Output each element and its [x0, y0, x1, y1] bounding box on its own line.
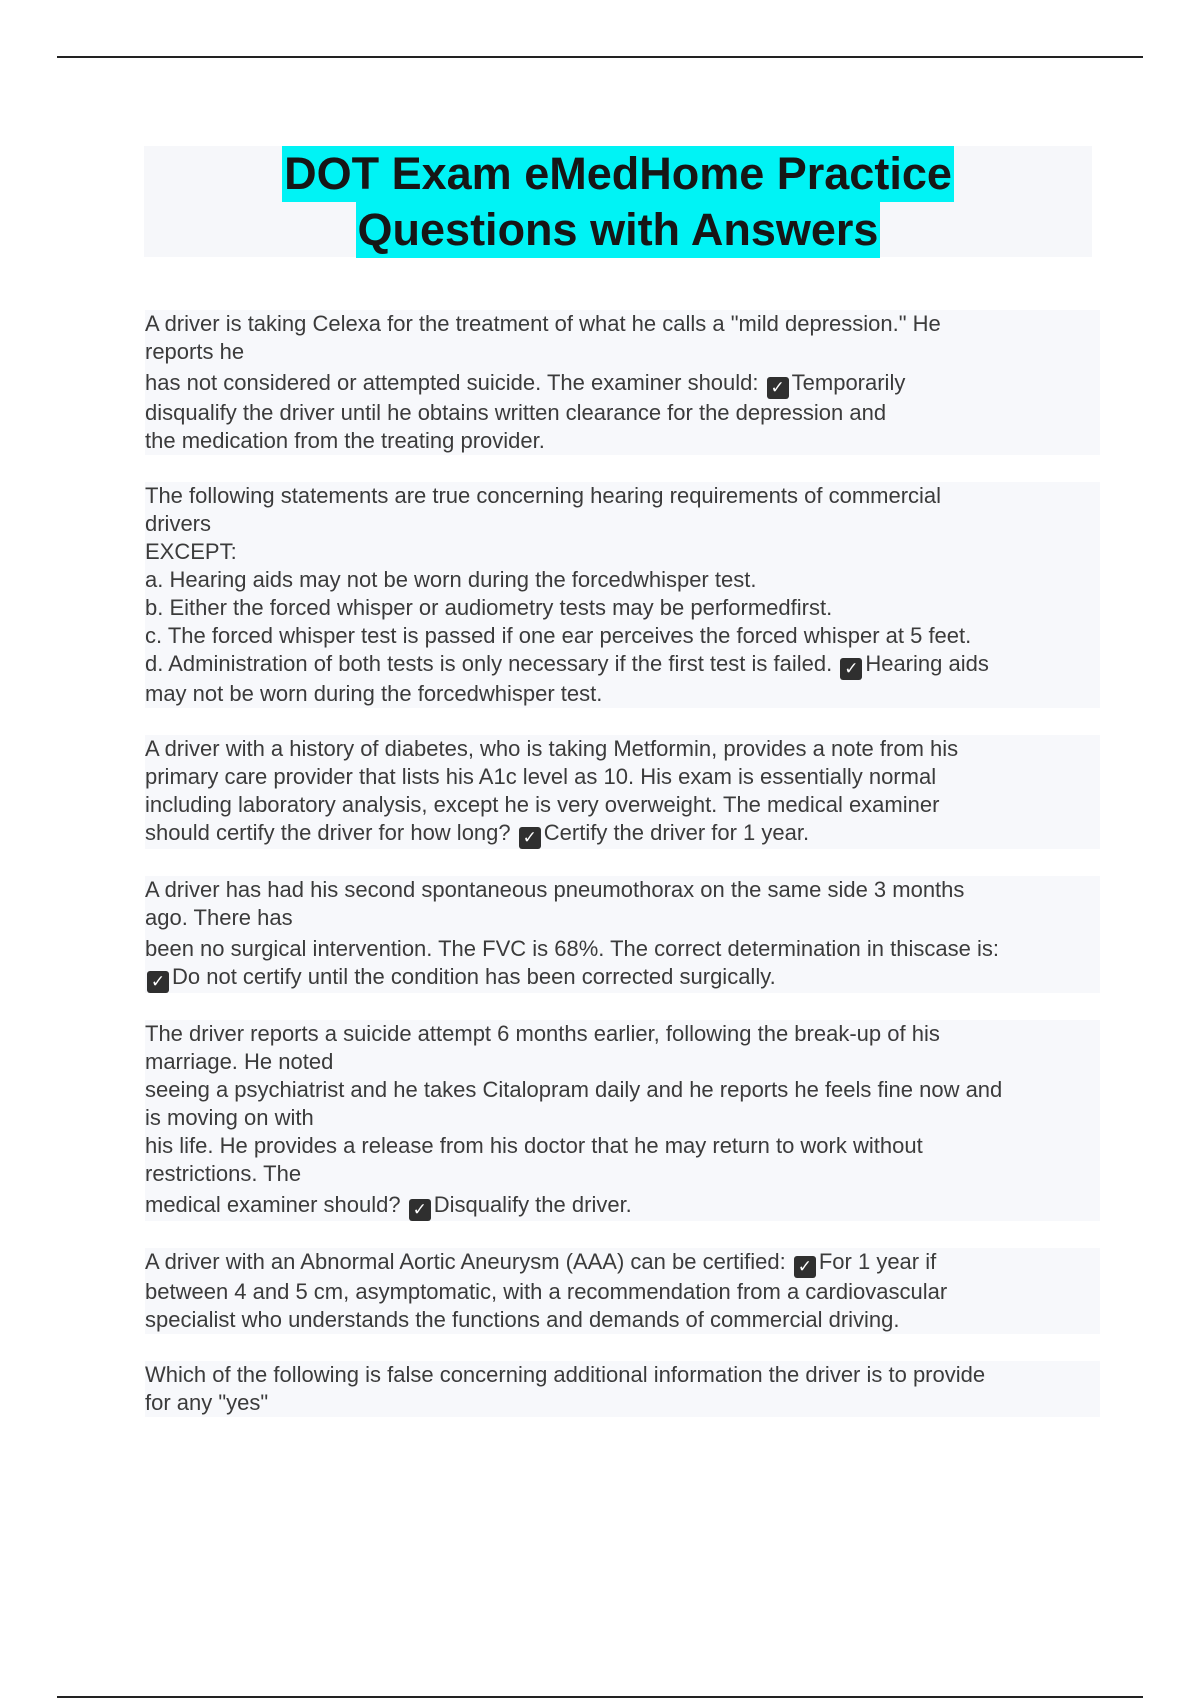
answer-text: Hearing aids: [865, 651, 989, 676]
checkmark-icon: ✓: [794, 1256, 816, 1278]
option-b: b. Either the forced whisper or audiometry tests may be performedfirst.: [145, 595, 833, 620]
answer-text: specialist who understands the functions and demands of commercial driving.: [145, 1307, 900, 1332]
question-text: The driver reports a suicide attempt 6 months earlier, following the break-up of his: [145, 1021, 940, 1046]
question-text: drivers: [145, 511, 212, 536]
question-text: is moving on with: [145, 1105, 314, 1130]
question-text: restrictions. The: [145, 1161, 302, 1186]
option-a: a. Hearing aids may not be worn during the forcedwhisper test.: [145, 567, 757, 592]
question-text: including laboratory analysis, except he is very overweight. The medical examiner: [145, 792, 940, 817]
checkmark-icon: ✓: [767, 377, 789, 399]
top-rule: [57, 56, 1143, 58]
bottom-rule: [57, 1696, 1143, 1698]
question-text: marriage. He noted: [145, 1049, 334, 1074]
answer-text: may not be worn during the forcedwhisper test.: [145, 681, 603, 706]
question-text: A driver is taking Celexa for the treatment of what he calls a "mild depression." He: [145, 311, 941, 336]
answer-text: the medication from the treating provider.: [145, 428, 545, 453]
question-item: [145, 1361, 1100, 1417]
question-text: been no surgical intervention. The FVC is 68%. The correct determination in thiscase is:: [145, 936, 999, 961]
question-item: [145, 735, 1100, 849]
question-text: A driver with a history of diabetes, who is taking Metformin, provides a note from his: [145, 736, 959, 761]
answer-text: Certify the driver for 1 year.: [543, 820, 810, 845]
checkmark-icon: ✓: [519, 827, 541, 849]
checkmark-icon: ✓: [147, 971, 169, 993]
answer-text: Disqualify the driver.: [433, 1192, 632, 1217]
question-item: [145, 1248, 1100, 1334]
question-text: primary care provider that lists his A1c level as 10. His exam is essentially normal: [145, 764, 937, 789]
question-text: Which of the following is false concerning additional information the driver is to provide: [145, 1362, 986, 1387]
question-text: ago. There has: [145, 905, 293, 930]
question-text: The following statements are true concerning hearing requirements of commercial: [145, 483, 942, 508]
document-title-line-2: Questions with Answers: [356, 202, 881, 258]
question-text: medical examiner should? ✓ Disqualify the driver.: [145, 1192, 632, 1220]
answer-text: Temporarily: [791, 370, 906, 395]
answer-text: Do not certify until the condition has been corrected surgically.: [172, 964, 776, 989]
option-d: d. Administration of both tests is only necessary if the first test is failed. ✓ Hearing aids: [145, 651, 989, 679]
question-text: EXCEPT:: [145, 539, 237, 564]
answer-text: disqualify the driver until he obtains written clearance for the depression and: [145, 400, 887, 425]
question-text: A driver with an Abnormal Aortic Aneurysm (AAA) can be certified: ✓ For 1 year if: [145, 1249, 937, 1277]
document-title-line-1: DOT Exam eMedHome Practice: [282, 146, 954, 202]
question-text: seeing a psychiatrist and he takes Citalopram daily and he reports he feels fine now and: [145, 1077, 1003, 1102]
question-item: [145, 482, 1100, 708]
checkmark-icon: ✓: [840, 658, 862, 680]
question-text: has not considered or attempted suicide. The examiner should: ✓ Temporarily: [145, 370, 906, 398]
question-item: [145, 310, 1100, 455]
question-text: his life. He provides a release from his doctor that he may return to work without: [145, 1133, 923, 1158]
option-c: c. The forced whisper test is passed if one ear perceives the forced whisper at 5 feet.: [145, 623, 972, 648]
answer-text: between 4 and 5 cm, asymptomatic, with a recommendation from a cardiovascular: [145, 1279, 948, 1304]
question-text: should certify the driver for how long? ✓ Certify the driver for 1 year.: [145, 820, 810, 848]
questions-list: [145, 310, 1100, 1444]
question-text: A driver has had his second spontaneous pneumothorax on the same side 3 months: [145, 877, 965, 902]
question-text: reports he: [145, 339, 245, 364]
question-item: [145, 1020, 1100, 1221]
title-block: [144, 146, 1092, 257]
question-item: [145, 876, 1100, 993]
answer-text: For 1 year if: [818, 1249, 937, 1274]
checkmark-icon: ✓: [409, 1199, 431, 1221]
question-text: for any "yes": [145, 1390, 269, 1415]
answer-line: [145, 963, 1100, 993]
